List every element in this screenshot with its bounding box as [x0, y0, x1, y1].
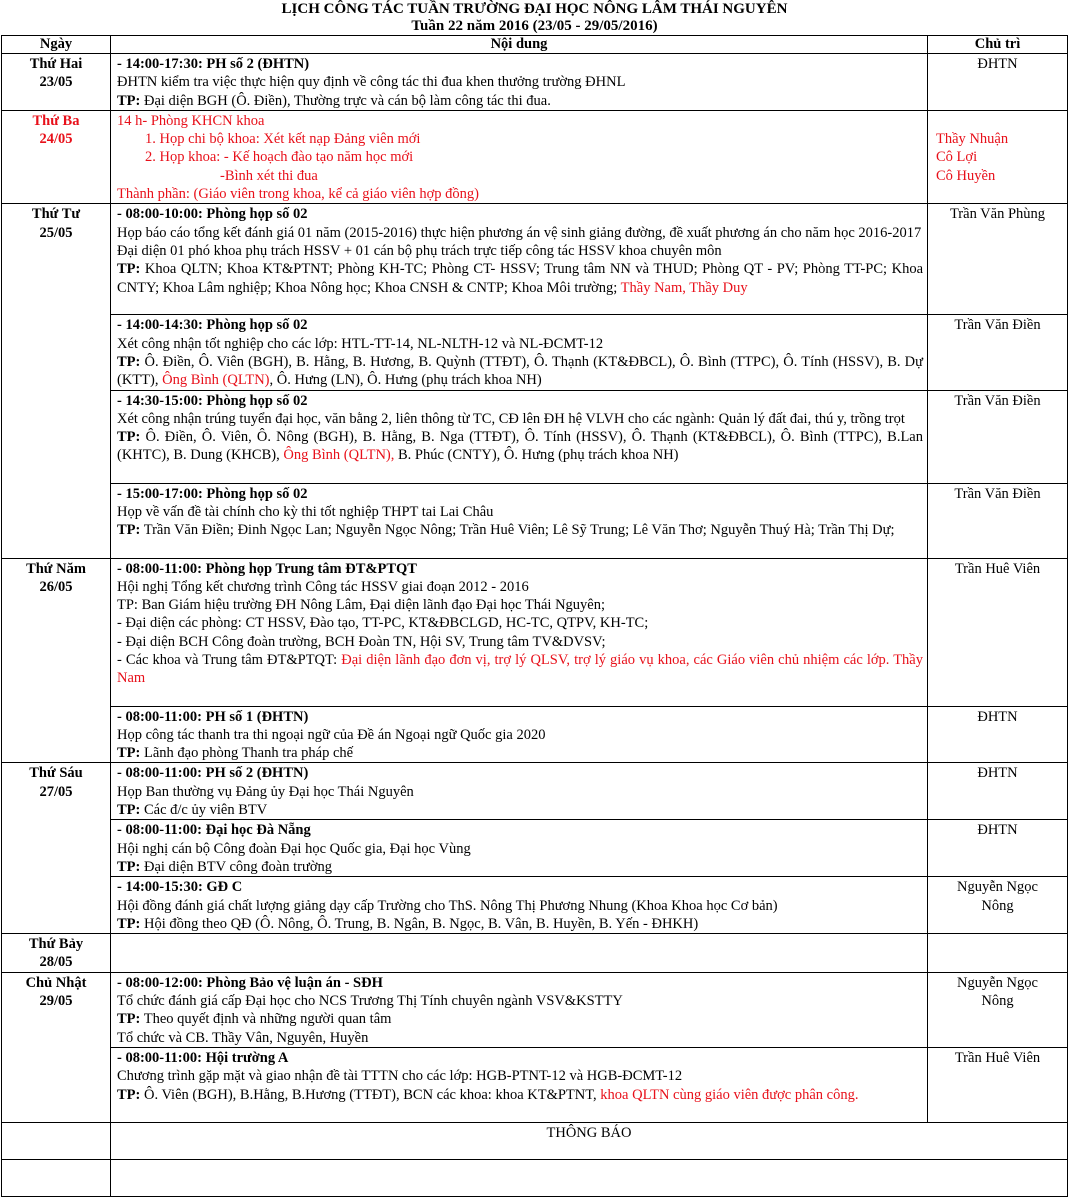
- participants-label: TP:: [117, 858, 141, 875]
- day-date: 23/05: [39, 74, 73, 91]
- event-time: 14 h- Phòng KHCN khoa: [117, 112, 265, 129]
- day-name: Chủ Nhật: [25, 974, 87, 991]
- chair-cell: ĐHTN: [928, 820, 1068, 877]
- participants-label: TP:: [117, 92, 141, 109]
- participants-label: TP:: [117, 802, 141, 819]
- participants: B. Phúc (CNTY), Ô. Hưng (phụ trách khoa NH): [394, 447, 679, 464]
- notice-body: [111, 1159, 1068, 1196]
- schedule-title: LỊCH CÔNG TÁC TUẦN TRƯỜNG ĐẠI HỌC NÔNG LÂM THÁI NGUYÊN: [281, 1, 788, 17]
- event-description: ĐHTN kiểm tra việc thực hiện quy định về công tác thi đua khen thưởng trường ĐHNL: [117, 74, 626, 91]
- day-date: 24/05: [39, 131, 73, 148]
- event-description: Hội đồng đánh giá chất lượng giảng dạy cấp Trường cho ThS. Nông Thị Phương Nhung (Khoa Khoa học Cơ bản): [117, 897, 778, 914]
- event-description: Họp báo cáo tổng kết đánh giá 01 năm (2015-2016) thực hiện phương án vệ sinh giảng đường, đề xuất phương án cho năm học 2016-2017: [117, 224, 922, 241]
- participants: Trần Văn Điền; Đinh Ngọc Lan; Nguyễn Ngọc Nông; Trần Huê Viên; Lê Sỹ Trung; Lê Văn Thơ; Nguyễn Thuý Hà; Trần Thị Dự;: [140, 522, 895, 539]
- chair-name: Nguyễn Ngọc: [957, 974, 1038, 991]
- participants-label: TP:: [117, 1086, 141, 1103]
- day-name: Thứ Sáu: [29, 765, 83, 782]
- event-item: -Bình xét thi đua: [220, 167, 318, 184]
- event-time: - 14:00-17:30: PH số 2 (ĐHTN): [117, 56, 310, 72]
- event-time: - 08:00-11:00: Phòng họp Trung tâm ĐT&PTQT: [117, 560, 417, 577]
- table-row: [2, 390, 1068, 483]
- event-time: - 14:30-15:00: Phòng họp số 02: [117, 392, 308, 409]
- participants-highlight: Ông Bình (QLTN),: [283, 447, 395, 464]
- chair-cell: [928, 934, 1068, 973]
- participants: Các đ/c ủy viên BTV: [140, 802, 268, 819]
- participants-label: TP:: [117, 429, 141, 446]
- table-row: [2, 1159, 1068, 1196]
- table-row: [2, 558, 1068, 706]
- table-row: [2, 706, 1068, 763]
- event-content: [111, 972, 928, 1047]
- schedule-table: [1, 35, 1068, 1197]
- table-row: [2, 54, 1068, 111]
- event-description: Họp Ban thường vụ Đảng ủy Đại học Thái Nguyên: [117, 783, 414, 800]
- participants: Hội đồng theo QĐ (Ô. Nông, Ô. Trung, B. Ngân, B. Ngọc, B. Vân, B. Huyền, B. Yến - ĐHKH): [140, 915, 699, 932]
- chair-cell: ĐHTN: [928, 54, 1068, 111]
- chair-name: Cô Lợi: [936, 149, 978, 166]
- participants-label: TP:: [117, 522, 141, 539]
- notice-empty-cell: [2, 1159, 111, 1196]
- page-title: [0, 0, 1069, 35]
- participants: Khoa QLTN; Khoa KT&PTNT; Phòng KH-TC; Phòng CT- HSSV; Trung tâm NN và THUD; Phòng QT - PV; Phòng TT-PC; Khoa CNTY; Khoa Lâm nghiệp; Khoa Nông học; Khoa CNSH & CNTP; Khoa Môi trường;: [117, 261, 923, 296]
- day-name: Thứ Hai: [29, 56, 83, 72]
- table-row: [2, 1122, 1068, 1159]
- chair-cell: Trần Văn Điền: [928, 483, 1068, 558]
- event-content: [111, 820, 928, 877]
- day-name: Thứ Năm: [26, 560, 86, 577]
- chair-cell: [928, 877, 1068, 934]
- day-name: Thứ Bảy: [28, 936, 84, 953]
- day-cell: [2, 204, 111, 558]
- chair-cell: Trần Văn Điền: [928, 315, 1068, 390]
- schedule-subtitle: Tuần 22 năm 2016 (23/05 - 29/05/2016): [411, 18, 658, 34]
- table-row: [2, 483, 1068, 558]
- participants: Ô. Điền, Ô. Viên (BGH), B. Hằng, B. Hương, B. Quỳnh (TTĐT), Ô. Thạnh (KT&ĐBCL), Ô. Bình (TTPC), Ô. Tính (HSSV), B. Dự (KTT),: [117, 353, 923, 389]
- event-time: - 15:00-17:00: Phòng họp số 02: [117, 485, 308, 502]
- participants: Thành phần: (Giáo viên trong khoa, kể cả giáo viên hợp đồng): [117, 186, 480, 203]
- event-content: [111, 877, 928, 934]
- event-description: Tổ chức đánh giá cấp Đại học cho NCS Trương Thị Tính chuyên ngành VSV&KSTTY: [117, 993, 623, 1010]
- chair-cell: Trần Văn Phùng: [928, 204, 1068, 315]
- participants-label: TP:: [117, 261, 141, 278]
- event-content: [111, 706, 928, 763]
- participants-label: TP:: [117, 915, 141, 932]
- chair-cell: ĐHTN: [928, 706, 1068, 763]
- chair-name: Thầy Nhuận: [936, 131, 1009, 148]
- event-content: [111, 390, 928, 483]
- table-row: [2, 204, 1068, 315]
- chair-cell: Trần Huê Viên: [928, 558, 1068, 706]
- event-content: [111, 110, 928, 203]
- day-cell: [2, 54, 111, 111]
- participants-highlight: Đại diện lãnh đạo đơn vị, trợ lý QLSV, trợ lý giáo vụ khoa, các Giáo viên chủ nhiệm các lớp. Thầy Nam: [117, 652, 923, 687]
- participants: - Đại diện BCH Công đoàn trường, BCH Đoàn TN, Hội SV, Trung tâm TV&DVSV;: [117, 633, 606, 650]
- event-description: Họp về vấn đề tài chính cho kỳ thi tốt nghiệp THPT tai Lai Châu: [117, 503, 494, 520]
- participants-highlight: Thầy Nam, Thầy Duy: [620, 279, 748, 296]
- event-item: 1. Họp chi bộ khoa: Xét kết nạp Đảng viên mới: [145, 131, 421, 148]
- participants: Đại diện BGH (Ô. Điền), Thường trực và cán bộ làm công tác thi đua.: [140, 92, 551, 109]
- column-header-day: Ngày: [2, 36, 111, 54]
- column-header-content: Nội dung: [111, 36, 928, 54]
- table-row: [2, 110, 1068, 203]
- day-name: Thứ Tư: [31, 206, 81, 223]
- day-name: Thứ Ba: [32, 112, 80, 129]
- day-date: 26/05: [39, 578, 73, 595]
- event-time: - 08:00-11:00: PH số 1 (ĐHTN): [117, 708, 309, 725]
- chair-cell: [928, 110, 1068, 203]
- event-content: [111, 204, 928, 315]
- event-time: - 14:00-14:30: Phòng họp số 02: [117, 317, 308, 334]
- chair-name: Nguyễn Ngọc: [957, 879, 1038, 896]
- event-description: Xét công nhận trúng tuyển đại học, văn bằng 2, liên thông từ TC, CĐ lên ĐH hệ VLVH cho các ngành: Quản lý đất đai, thú y, trồng trọt: [117, 410, 905, 427]
- event-time: - 08:00-11:00: PH số 2 (ĐHTN): [117, 765, 309, 782]
- day-cell: [2, 110, 111, 203]
- event-time: - 08:00-12:00: Phòng Bảo vệ luận án - SĐH: [117, 974, 383, 991]
- day-date: 28/05: [39, 954, 73, 971]
- event-description: Xét công nhận tốt nghiệp cho các lớp: HTL-TT-14, NL-NLTH-12 và NL-ĐCMT-12: [117, 335, 604, 352]
- event-description: Chương trình gặp mặt và giao nhận đề tài TTTN cho các lớp: HGB-PTNT-12 và HGB-ĐCMT-12: [117, 1068, 683, 1085]
- participants: Ô. Điền, Ô. Viên, Ô. Nông (BGH), B. Hằng, B. Nga (TTĐT), Ô. Tính (HSSV), Ô. Thạnh (KT&ĐBCL), Ô. Bình (TTPC), B.Lan (KHTC), B. Dung (KHCB),: [117, 429, 923, 464]
- day-date: 25/05: [39, 224, 73, 241]
- day-date: 27/05: [39, 783, 73, 800]
- participants-label: TP:: [117, 1011, 141, 1028]
- participants: Ô. Viên (BGH), B.Hằng, B.Hương (TTĐT), BCN các khoa: khoa KT&PTNT,: [140, 1086, 601, 1103]
- participants-highlight: khoa QLTN cùng giáo viên được phân công.: [600, 1086, 859, 1103]
- table-row: [2, 820, 1068, 877]
- notice-title: THÔNG BÁO: [111, 1122, 1068, 1159]
- participants: TP: Ban Giám hiệu trường ĐH Nông Lâm, Đại diện lãnh đạo Đại học Thái Nguyên;: [117, 597, 606, 614]
- chair-name: Cô Huyền: [936, 167, 996, 184]
- event-content: [111, 934, 928, 973]
- participants: , Ô. Hưng (LN), Ô. Hưng (phụ trách khoa NH): [269, 372, 542, 389]
- event-time: - 08:00-11:00: Đại học Đà Nẵng: [117, 822, 311, 839]
- event-description: Hội nghị cán bộ Công đoàn Đại học Quốc gia, Đại học Vùng: [117, 840, 471, 857]
- table-row: [2, 763, 1068, 820]
- table-header-row: [2, 36, 1068, 54]
- event-content: [111, 483, 928, 558]
- event-time: - 14:00-15:30: GĐ C: [117, 879, 243, 896]
- day-cell: [2, 558, 111, 763]
- chair-name: Nông: [981, 993, 1014, 1010]
- event-description: Hội nghị Tổng kết chương trình Công tác HSSV giai đoạn 2012 - 2016: [117, 578, 529, 595]
- table-row: [2, 877, 1068, 934]
- table-row: [2, 934, 1068, 973]
- participants: - Các khoa và Trung tâm ĐT&PTQT:: [117, 652, 342, 669]
- table-row: [2, 1047, 1068, 1122]
- chair-cell: [928, 972, 1068, 1047]
- chair-name: Nông: [981, 897, 1014, 914]
- chair-cell: Trần Văn Điền: [928, 390, 1068, 483]
- table-row: [2, 315, 1068, 390]
- event-content: [111, 1047, 928, 1122]
- notice-empty-cell: [2, 1122, 111, 1159]
- event-time: - 08:00-11:00: Hội trường A: [117, 1049, 289, 1066]
- participants: - Đại diện các phòng: CT HSSV, Đào tạo, TT-PC, KT&ĐBCLGD, HC-TC, QTPV, KH-TC;: [117, 615, 649, 632]
- participants-label: TP:: [117, 745, 141, 762]
- participants: Đại diện BTV công đoàn trường: [140, 858, 333, 875]
- table-row: [2, 972, 1068, 1047]
- event-description: Đại diện 01 phó khoa phụ trách HSSV + 01 cán bộ phụ trách trực tiếp công tác HSSV khoa chuyên môn: [117, 242, 722, 259]
- chair-cell: ĐHTN: [928, 763, 1068, 820]
- participants-highlight: Ông Bình (QLTN): [162, 372, 270, 389]
- event-content: [111, 558, 928, 706]
- participants-label: TP:: [117, 353, 141, 370]
- event-description: Họp công tác thanh tra thi ngoại ngữ của Đề án Ngoại ngữ Quốc gia 2020: [117, 726, 546, 743]
- event-description: Tổ chức và CB. Thầy Vân, Nguyên, Huyền: [117, 1029, 369, 1046]
- day-cell: [2, 763, 111, 934]
- chair-cell: Trần Huê Viên: [928, 1047, 1068, 1122]
- column-header-chair: Chủ trì: [928, 36, 1068, 54]
- event-content: [111, 315, 928, 390]
- day-cell: [2, 934, 111, 973]
- event-time: - 08:00-10:00: Phòng họp số 02: [117, 206, 308, 223]
- event-item: 2. Họp khoa: - Kế hoạch đào tạo năm học mới: [145, 149, 414, 166]
- day-cell: [2, 972, 111, 1122]
- event-content: [111, 54, 928, 111]
- day-date: 29/05: [39, 993, 73, 1010]
- participants: Theo quyết định và những người quan tâm: [140, 1011, 392, 1028]
- participants: Lãnh đạo phòng Thanh tra pháp chế: [140, 745, 354, 762]
- event-content: [111, 763, 928, 820]
